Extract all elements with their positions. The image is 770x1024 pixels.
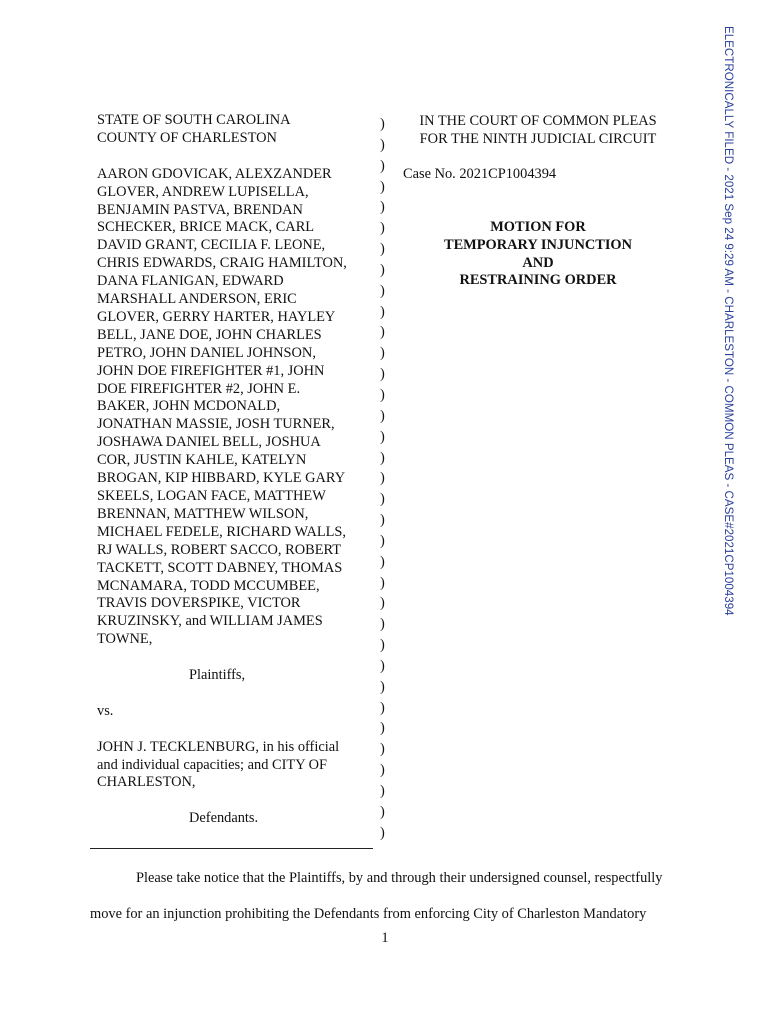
plaintiff-name-line: BENJAMIN PASTVA, BRENDAN — [97, 201, 303, 218]
caption-paren: ) — [380, 449, 385, 466]
plaintiff-name-line: GLOVER, ANDREW LUPISELLA, — [97, 183, 309, 200]
circuit-name: FOR THE NINTH JUDICIAL CIRCUIT — [419, 131, 657, 147]
caption-paren: ) — [380, 512, 385, 529]
plaintiff-name-line: MARSHALL ANDERSON, ERIC — [97, 291, 297, 308]
caption-paren: ) — [380, 803, 385, 820]
motion-title — [403, 219, 673, 290]
body-paragraph-line: move for an injunction prohibiting the Defendants from enforcing City of Charleston Mandatory — [90, 906, 647, 922]
caption-paren: ) — [380, 136, 385, 153]
caption-parties — [97, 112, 372, 828]
plaintiff-name-line: MCNAMARA, TODD MCCUMBEE, — [97, 577, 320, 594]
plaintiffs-label: Plaintiffs, — [189, 667, 246, 684]
plaintiff-name-line: AARON GDOVICAK, ALEXZANDER — [97, 165, 332, 182]
caption-paren: ) — [380, 720, 385, 737]
plaintiff-name-line: TACKETT, SCOTT DABNEY, THOMAS — [97, 559, 343, 576]
caption-paren: ) — [380, 470, 385, 487]
motion-title-line: TEMPORARY INJUNCTION — [443, 236, 633, 253]
caption-paren: ) — [380, 595, 385, 612]
caption-paren: ) — [380, 220, 385, 237]
caption-paren: ) — [380, 324, 385, 341]
electronic-filing-stamp: ELECTRONICALLY FILED - 2021 Sep 24 9:29 AM - CHARLESTON - COMMON PLEAS - CASE#2021CP1004394 — [722, 26, 735, 616]
caption-paren: ) — [380, 116, 385, 132]
caption-paren: ) — [380, 616, 385, 633]
caption-paren: ) — [380, 657, 385, 674]
plaintiff-name-line: GLOVER, GERRY HARTER, HAYLEY — [97, 308, 336, 325]
caption-paren: ) — [380, 637, 385, 654]
plaintiff-name-line: BAKER, JOHN MCDONALD, — [97, 398, 281, 415]
plaintiff-name-line: TRAVIS DOVERSPIKE, VICTOR — [97, 595, 301, 612]
defendants-label: Defendants. — [189, 810, 259, 827]
plaintiff-name-line: JONATHAN MASSIE, JOSH TURNER, — [97, 416, 335, 433]
defendant-name-line: JOHN J. TECKLENBURG, in his official — [97, 738, 340, 755]
plaintiff-name-line: CHRIS EDWARDS, CRAIG HAMILTON, — [97, 255, 347, 272]
caption-paren: ) — [380, 407, 385, 424]
versus-label: vs. — [97, 702, 114, 719]
defendant-names — [97, 739, 372, 793]
caption-paren: ) — [380, 345, 385, 362]
case-number: Case No. 2021CP1004394 — [403, 166, 557, 182]
plaintiff-name-line: SKEELS, LOGAN FACE, MATTHEW — [97, 488, 326, 505]
page-number: 1 — [381, 930, 389, 946]
defendant-name-line: CHARLESTON, — [97, 774, 196, 791]
caption-paren: ) — [380, 282, 385, 299]
body-paragraph-line: Please take notice that the Plaintiffs, by and through their undersigned counsel, respectfully — [136, 870, 663, 886]
motion-title-line: AND — [522, 254, 554, 271]
defendant-name-line: and individual capacities; and CITY OF — [97, 756, 328, 773]
caption-paren: ) — [380, 303, 385, 320]
motion-title-line: MOTION FOR — [490, 219, 586, 235]
caption-paren: ) — [380, 261, 385, 278]
plaintiff-name-line: DANA FLANIGAN, EDWARD — [97, 273, 284, 290]
caption-paren: ) — [380, 178, 385, 195]
caption-paren: ) — [380, 428, 385, 445]
caption-paren: ) — [380, 199, 385, 216]
caption-paren: ) — [380, 241, 385, 258]
caption-paren: ) — [380, 824, 385, 841]
plaintiff-name-line: JOSHAWA DANIEL BELL, JOSHUA — [97, 434, 321, 451]
caption-paren: ) — [380, 532, 385, 549]
plaintiff-name-line: BRENNAN, MATTHEW WILSON, — [97, 505, 309, 522]
plaintiff-name-line: MICHAEL FEDELE, RICHARD WALLS, — [97, 523, 347, 540]
caption-divider — [90, 848, 373, 849]
county-line: COUNTY OF CHARLESTON — [97, 129, 277, 146]
caption-paren: ) — [380, 553, 385, 570]
plaintiff-name-line: TOWNE, — [97, 631, 153, 648]
plaintiff-names — [97, 166, 372, 649]
plaintiff-name-line: JOHN DOE FIREFIGHTER #1, JOHN — [97, 362, 325, 379]
plaintiff-name-line: BELL, JANE DOE, JOHN CHARLES — [97, 326, 322, 343]
state-line: STATE OF SOUTH CAROLINA — [97, 112, 291, 128]
plaintiff-name-line: DAVID GRANT, CECILIA F. LEONE, — [97, 237, 326, 254]
caption-paren: ) — [380, 762, 385, 779]
caption-paren: ) — [380, 741, 385, 758]
caption-paren: ) — [380, 574, 385, 591]
motion-title-line: RESTRAINING ORDER — [459, 272, 617, 289]
plaintiff-name-line: SCHECKER, BRICE MACK, CARL — [97, 219, 315, 236]
court-heading — [403, 112, 673, 148]
motion-body — [90, 868, 682, 924]
caption-parentheses — [380, 114, 392, 844]
plaintiff-name-line: DOE FIREFIGHTER #2, JOHN E. — [97, 380, 301, 397]
plaintiff-name-line: COR, JUSTIN KAHLE, KATELYN — [97, 452, 307, 469]
caption-paren: ) — [380, 386, 385, 403]
plaintiff-name-line: KRUZINSKY, and WILLIAM JAMES — [97, 613, 323, 630]
plaintiff-name-line: RJ WALLS, ROBERT SACCO, ROBERT — [97, 541, 342, 558]
court-name: IN THE COURT OF COMMON PLEAS — [419, 113, 657, 129]
caption-paren: ) — [380, 366, 385, 383]
caption-paren: ) — [380, 699, 385, 716]
caption-paren: ) — [380, 157, 385, 174]
caption-paren: ) — [380, 783, 385, 799]
caption-paren: ) — [380, 491, 385, 508]
caption-paren: ) — [380, 678, 385, 695]
plaintiff-name-line: PETRO, JOHN DANIEL JOHNSON, — [97, 344, 316, 361]
plaintiff-name-line: BROGAN, KIP HIBBARD, KYLE GARY — [97, 470, 346, 487]
